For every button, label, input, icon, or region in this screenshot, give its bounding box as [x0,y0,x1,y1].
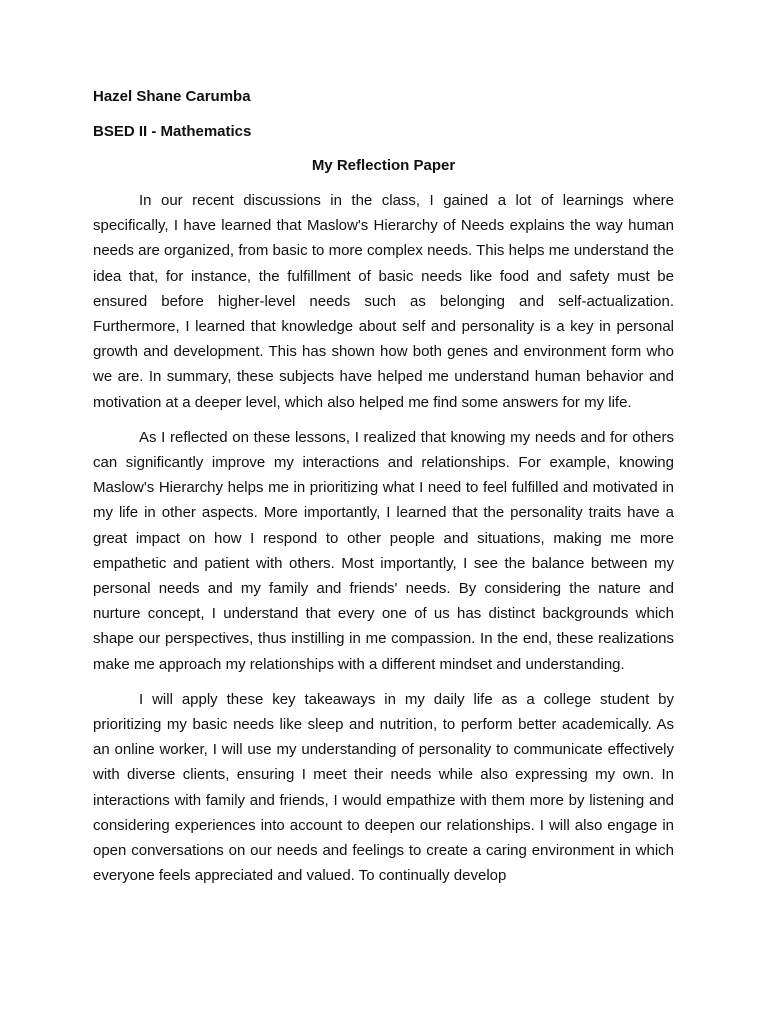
course-line: BSED II - Mathematics [93,123,252,140]
paragraph-1: In our recent discussions in the class, I gained a lot of learnings where specifically, I have learned that Maslow's Hierarchy of Needs explains the way human needs are organized, from basic to more complex needs. This helps me understand the idea that, for instance, the fulfillment of basic needs like food and safety must be ensured before higher-level needs such as belonging and self-actualization. Furthermore, I learned that knowledge about self and personality is a key in personal growth and development. This has shown how both genes and environment form who we are. In summary, these subjects have helped me understand human behavior and motivation at a deeper level, which also helped me find some answers for my life. [93,192,674,411]
paragraph-3: I will apply these key takeaways in my daily life as a college student by prioritizing my basic needs like sleep and nutrition, to perform better academically. As an online worker, I will use my understanding of personality to communicate effectively with diverse clients, ensuring I meet their needs while also expressing my own. In interactions with family and friends, I would empathize with them more by listening and considering experiences into account to deepen our relationships. I will also engage in open conversations on our needs and feelings to create a caring environment in which everyone feels appreciated and valued. To continually develop [93,690,674,885]
author-name: Hazel Shane Carumba [93,88,251,105]
document-body [93,84,674,898]
paragraph-2: As I reflected on these lessons, I realized that knowing my needs and for others can significantly improve my interactions and relationships. For example, knowing Maslow's Hierarchy helps me in prioritizing what I need to feel fulfilled and motivated in my life in other aspects. More importantly, I learned that the personality traits have a great impact on how I respond to other people and situations, making me more empathetic and patient with others. Most importantly, I see the balance between my personal needs and my family and friends' needs. By considering the nature and nurture concept, I understand that every one of us has distinct backgrounds which shape our perspectives, thus instilling in me compassion. In the end, these realizations make me approach my relationships with a different mindset and understanding. [93,428,674,673]
page-title: My Reflection Paper [311,157,456,174]
